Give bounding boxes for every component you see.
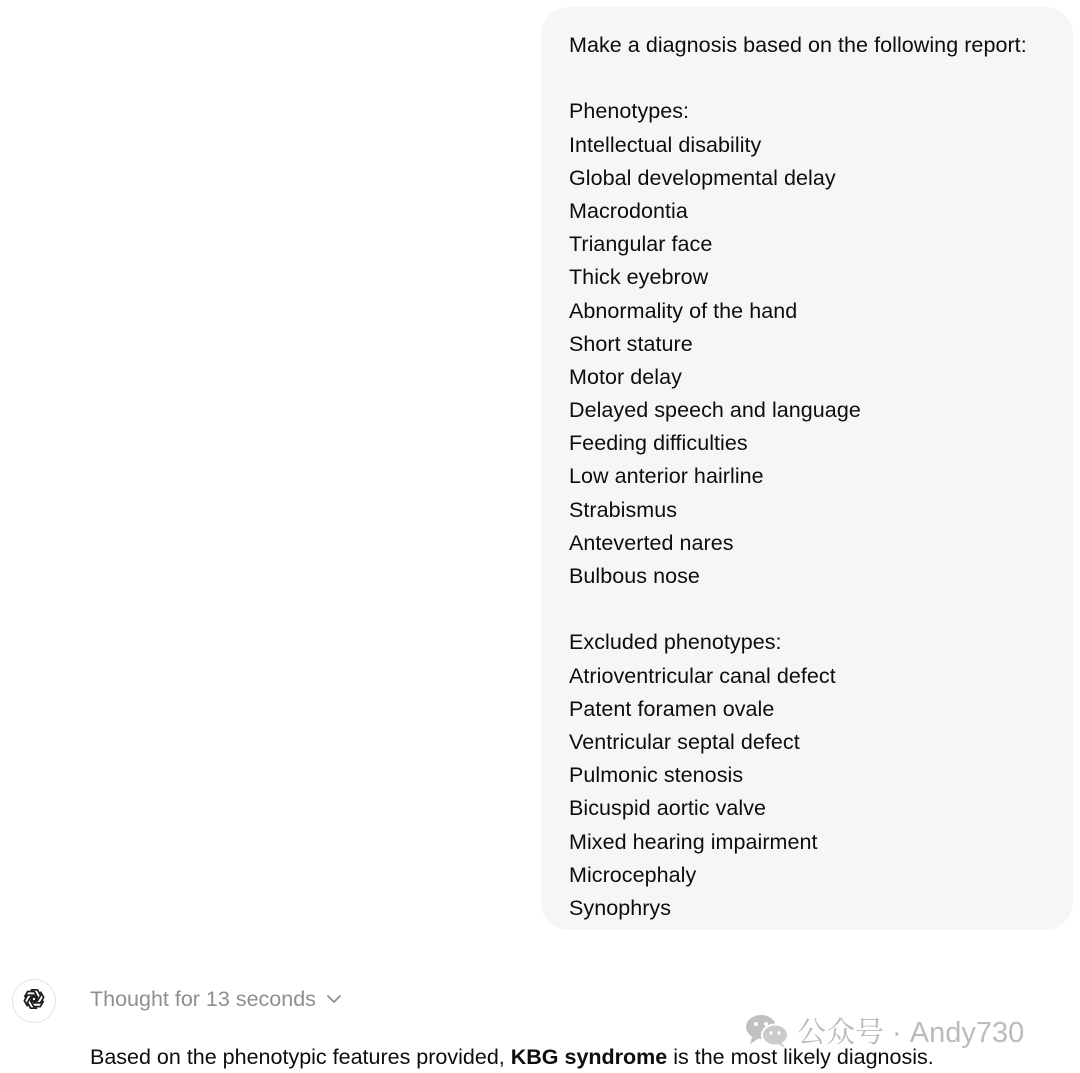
- assistant-avatar: [12, 979, 56, 1023]
- watermark-text: 公众号 · Andy730: [797, 1017, 1025, 1049]
- answer-prefix: Based on the phenotypic features provided,: [90, 1045, 511, 1069]
- thought-label: Thought for 13 seconds: [90, 986, 316, 1011]
- message-line: Motor delay: [569, 364, 682, 389]
- message-line: Abnormality of the hand: [569, 298, 798, 323]
- thought-toggle[interactable]: [90, 984, 342, 1014]
- message-line: Low anterior hairline: [569, 464, 764, 489]
- message-line: Macrodontia: [569, 198, 688, 223]
- message-line: Global developmental delay: [569, 165, 836, 190]
- message-line: Make a diagnosis based on the following report:: [569, 33, 1027, 57]
- message-line: Synophrys: [569, 895, 672, 920]
- message-line: Intellectual disability: [569, 132, 762, 157]
- user-message-text: [569, 29, 1049, 925]
- blank-line: [569, 62, 1049, 95]
- message-line: Strabismus: [569, 497, 678, 522]
- user-message-bubble: [541, 7, 1073, 930]
- message-line: Thick eyebrow: [569, 265, 709, 290]
- message-line: Atrioventricular canal defect: [569, 663, 836, 688]
- assistant-answer: [90, 1041, 934, 1073]
- message-line: Mixed hearing impairment: [569, 829, 818, 854]
- message-line: Phenotypes:: [569, 99, 690, 124]
- message-line: Short stature: [569, 331, 693, 356]
- message-line: Delayed speech and language: [569, 398, 861, 423]
- openai-logo-icon: [21, 986, 47, 1017]
- answer-suffix: is the most likely diagnosis.: [667, 1045, 934, 1069]
- diagnosis-highlight: KBG syndrome: [510, 1045, 668, 1069]
- message-line: Excluded phenotypes:: [569, 630, 782, 655]
- message-line: Bulbous nose: [569, 564, 700, 588]
- message-line: Triangular face: [569, 232, 713, 257]
- chevron-down-icon: [326, 994, 342, 1004]
- message-line: Microcephaly: [569, 862, 697, 887]
- message-line: Pulmonic stenosis: [569, 763, 744, 788]
- message-line: Ventricular septal defect: [569, 729, 800, 754]
- message-line: Anteverted nares: [569, 530, 734, 555]
- message-line: Bicuspid aortic valve: [569, 796, 767, 821]
- message-line: Patent foramen ovale: [569, 696, 775, 721]
- message-line: Feeding difficulties: [569, 431, 748, 456]
- blank-line: [569, 593, 1049, 626]
